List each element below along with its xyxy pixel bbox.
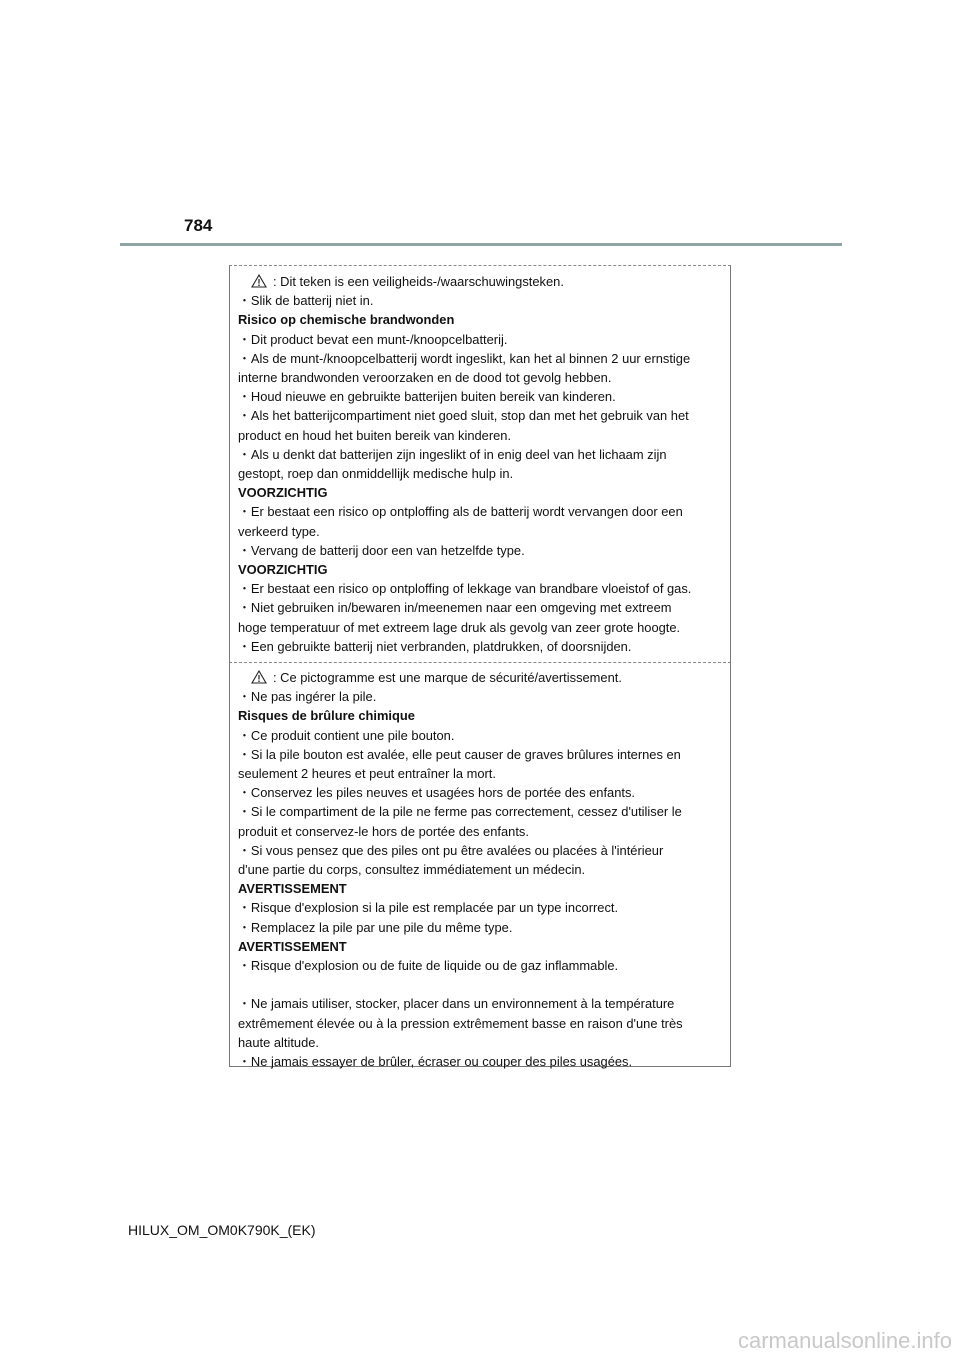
text-line: ・Ne pas ingérer la pile. <box>238 689 377 705</box>
section-heading: Risques de brûlure chimique <box>238 708 415 724</box>
french-intro-text: : Ce pictogramme est une marque de sécurité/avertissement. <box>273 670 622 685</box>
text-line: ・Als de munt-/knoopcelbatterij wordt ingeslikt, kan het al binnen 2 uur ernstige <box>238 350 691 366</box>
text-line: ・Er bestaat een risico op ontploffing of lekkage van brandbare vloeistof of gas. <box>238 581 692 597</box>
text-line: d'une partie du corps, consultez immédiatement un médecin. <box>238 862 586 878</box>
dutch-lines <box>238 291 722 656</box>
section-heading: AVERTISSEMENT <box>238 881 347 897</box>
text-line: hoge temperatuur of met extreem lage druk als gevolg van zeer grote hoogte. <box>238 619 681 635</box>
french-warning-box <box>229 662 731 1070</box>
text-line: ・Ne jamais utiliser, stocker, placer dans un environnement à la température <box>238 996 675 1012</box>
text-line: seulement 2 heures et peut entraîner la mort. <box>238 766 496 782</box>
text-line: ・Slik de batterij niet in. <box>238 293 374 309</box>
text-line: ・Ce produit contient une pile bouton. <box>238 727 455 743</box>
text-line: ・Conservez les piles neuves et usagées hors de portée des enfants. <box>238 785 635 801</box>
section-heading: VOORZICHTIG <box>238 485 328 501</box>
text-line: ・Si vous pensez que des piles ont pu être avalées ou placées à l'intérieur <box>238 842 664 858</box>
text-line: ・Remplacez la pile par une pile du même type. <box>238 919 513 935</box>
text-line: verkeerd type. <box>238 523 320 539</box>
text-line: produit et conservez-le hors de portée des enfants. <box>238 823 529 839</box>
french-intro-line <box>238 668 722 687</box>
warning-triangle-icon <box>251 274 267 288</box>
text-line: ・Houd nieuwe en gebruikte batterijen buiten bereik van kinderen. <box>238 389 616 405</box>
header-rule <box>120 243 842 246</box>
text-line: ・Als u denkt dat batterijen zijn ingeslikt of in enig deel van het lichaam zijn <box>238 446 667 462</box>
section-heading: AVERTISSEMENT <box>238 938 347 954</box>
text-line: ・Een gebruikte batterij niet verbranden, platdrukken, of doorsnijden. <box>238 638 632 654</box>
text-line: ・Si la pile bouton est avalée, elle peut causer de graves brûlures internes en <box>238 746 681 762</box>
text-line: extrêmement élevée ou à la pression extrêmement basse en raison d'une très <box>238 1015 683 1031</box>
text-line: ・Als het batterijcompartiment niet goed sluit, stop dan met het gebruik van het <box>238 408 689 424</box>
text-line: gestopt, roep dan onmiddellijk medische hulp in. <box>238 466 514 482</box>
dutch-warning-content <box>230 266 730 656</box>
section-heading: VOORZICHTIG <box>238 562 328 578</box>
text-line: ・Er bestaat een risico op ontploffing als de batterij wordt vervangen door een <box>238 504 683 520</box>
blank-line <box>238 975 722 994</box>
dutch-warning-box <box>229 265 731 663</box>
dutch-intro-text: : Dit teken is een veiligheids-/waarschuwingsteken. <box>273 274 564 289</box>
text-line: product en houd het buiten bereik van kinderen. <box>238 427 512 443</box>
text-line: ・Vervang de batterij door een van hetzelfde type. <box>238 542 525 558</box>
document-footer: HILUX_OM_OM0K790K_(EK) <box>128 1222 316 1238</box>
section-heading: Risico op chemische brandwonden <box>238 312 455 328</box>
text-line: ・Risque d'explosion si la pile est remplacée par un type incorrect. <box>238 900 619 916</box>
dutch-intro-line <box>238 272 722 291</box>
text-line: ・Dit product bevat een munt-/knoopcelbatterij. <box>238 331 508 347</box>
text-line: ・Ne jamais essayer de brûler, écraser ou couper des piles usagées. <box>238 1054 633 1070</box>
page-number: 784 <box>184 216 213 235</box>
warning-triangle-icon <box>251 670 267 684</box>
text-line: haute altitude. <box>238 1034 319 1050</box>
text-line: ・Risque d'explosion ou de fuite de liquide ou de gaz inflammable. <box>238 958 619 974</box>
watermark: carmanualsonline.info <box>737 1328 952 1353</box>
french-warning-content <box>230 662 730 1071</box>
french-lines <box>238 687 722 1071</box>
text-line: ・Si le compartiment de la pile ne ferme pas correctement, cessez d'utiliser le <box>238 804 682 820</box>
text-line: ・Niet gebruiken in/bewaren in/meenemen naar een omgeving met extreem <box>238 600 672 616</box>
text-line: interne brandwonden veroorzaken en de dood tot gevolg hebben. <box>238 370 612 386</box>
